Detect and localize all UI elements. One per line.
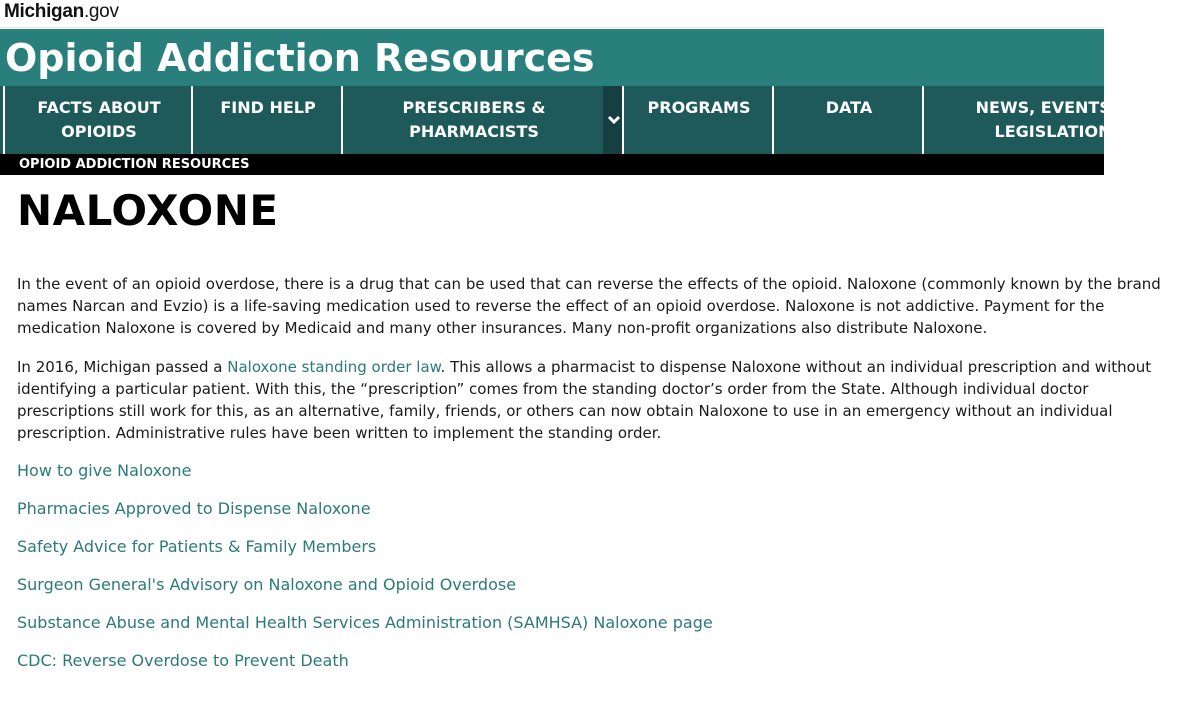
- nav-item-news-events-legislation[interactable]: NEWS, EVENTS & LEGISLATION: [922, 86, 1182, 154]
- link-surgeon-general-advisory[interactable]: Surgeon General's Advisory on Naloxone and Opioid Overdose: [17, 575, 517, 594]
- para2-text-before: In 2016, Michigan passed a: [17, 358, 228, 376]
- link-safety-advice[interactable]: Safety Advice for Patients & Family Members: [17, 537, 377, 556]
- michigan-gov-logo[interactable]: [4, 0, 119, 24]
- link-samhsa-naloxone[interactable]: Substance Abuse and Mental Health Services Administration (SAMHSA) Naloxone page: [17, 613, 713, 632]
- resource-links: [17, 459, 713, 687]
- link-approved-pharmacies[interactable]: Pharmacies Approved to Dispense Naloxone: [17, 499, 371, 518]
- breadcrumb-bar: [0, 154, 1104, 175]
- nav-submenu-toggle[interactable]: [603, 86, 624, 154]
- nav-item-find-help[interactable]: FIND HELP: [191, 86, 343, 154]
- intro-paragraph: In the event of an opioid overdose, there is a drug that can be used that can reverse the effects of the opioid. Naloxone (commonly known by the brand names Narcan and Evzio) is a life-saving medication used to reverse the effect of an opioid overdose. Naloxone is not addictive. Payment for the medication Naloxone is covered by Medicaid and many other insurances. Many non-profit organizations also distribute Naloxone.: [17, 275, 1161, 337]
- logo-suffix-text: .gov: [83, 1, 119, 22]
- chevron-down-icon: [607, 115, 621, 125]
- page-content: [17, 273, 1177, 444]
- standing-order-law-link[interactable]: Naloxone standing order law: [227, 358, 441, 376]
- site-title[interactable]: Opioid Addiction Resources: [5, 36, 595, 80]
- standing-order-paragraph: [17, 356, 1177, 444]
- page-title: NALOXONE: [17, 186, 279, 235]
- top-bar: [0, 0, 1104, 28]
- breadcrumb[interactable]: OPIOID ADDICTION RESOURCES: [19, 157, 250, 172]
- link-how-to-give-naloxone[interactable]: How to give Naloxone: [17, 461, 192, 480]
- main-nav: [0, 86, 1131, 154]
- para2-text-after: . This allows a pharmacist to dispense Naloxone without an individual prescription and without identifying a particular patient. With this, the “prescription” comes from the standing doctor’s order from the State. Although individual doctor prescriptions still work for this, as an alternative, family, friends, or others can now obtain Naloxone to use in an emergency without an individual prescription. Administrative rules have been written to implement the standing order.: [17, 358, 1152, 442]
- nav-item-programs[interactable]: PROGRAMS: [622, 86, 774, 154]
- link-cdc-reverse-overdose[interactable]: CDC: Reverse Overdose to Prevent Death: [17, 651, 349, 670]
- nav-item-facts-about-opioids[interactable]: FACTS ABOUT OPIOIDS: [3, 86, 193, 154]
- nav-item-prescribers-pharmacists[interactable]: PRESCRIBERS & PHARMACISTS: [341, 86, 605, 154]
- nav-item-data[interactable]: DATA: [772, 86, 924, 154]
- logo-bold-text: Michigan: [4, 1, 84, 22]
